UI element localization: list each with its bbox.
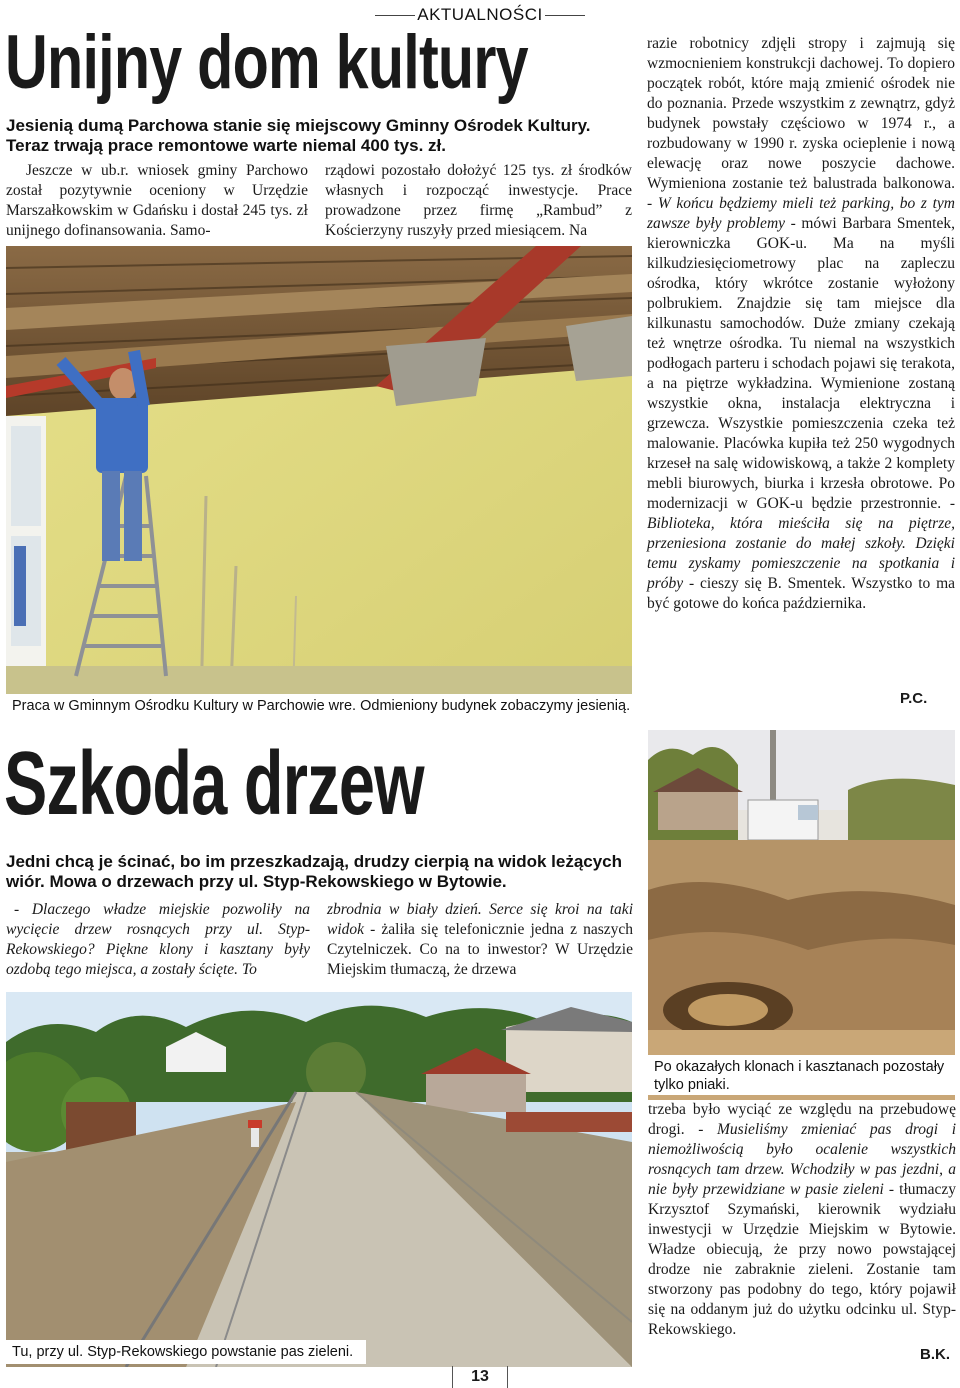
stumps-photo-image — [648, 730, 955, 1100]
article2-col3-quote: Musieliśmy zmieniać pas drogi i niemożliwością było ocalenie wszystkich rosnących tam drzew. Wchodziły w pas jezdni, a nie były przewidziane w pasie zieleni — [648, 1121, 957, 1198]
article1-lead: Jesienią dumą Parchowa stanie się miejscowy Gminny Ośrodek Kultury. Teraz trwają prace remontowe warte niemal 400 tys. zł. — [6, 116, 591, 155]
article1-col3-part-c: - mówi Barbara Smentek, kierowniczka GOK-u. Ma na myśli kilkudziesięciometrowy plac na zapleczu ośrodka, który wkrótce zostanie wyłożony polbrukiem. Znajdzie się tam miejsce dla kilkunastu samochodów. Duże zmiany czekają też wnętrze ośrodka. Tu niemal na wszystkich podłogach parteru i schodach pojawi się terakota, a na piętrze wykładzina. Wymienione zostaną wszystkie okna, instalacja elektryczna i grzewcza. Wszystkie pomieszczenia czeka też malowanie. Placówka kupiła też 250 wygodnych krzeseł na salę widowiskową, a także 2 komplety mebli biurowych, biurka i krzesła obrotowe. Po modernizacji w GOK-u będzie przestronnie. - — [647, 215, 955, 512]
article2-col2-quote: zbrodnia w biały dzień. Serce się kroi na taki widok — [327, 901, 633, 938]
article2-photo2-caption: Tu, przy ul. Styp-Rekowskiego powstanie pas zieleni. — [12, 1344, 354, 1360]
article2-col3 — [648, 1100, 956, 1340]
street-photo-image — [6, 992, 632, 1367]
stumps-photo — [648, 730, 955, 1100]
article1-col2-text: rządowi pozostało dołożyć 125 tys. zł środków własnych i rozpocząć inwestycje. Prace prowadzone przez firmę „Rambud” z Kościerzyny ruszyły przed miesiącem. Na — [325, 162, 632, 239]
article1-col3-quote1: W końcu będziemy mieli też parking, bo z tym zawsze były problemy — [647, 195, 955, 232]
article1-photo-caption-box — [6, 694, 632, 718]
section-label: AKTUALNOŚCI — [417, 5, 543, 24]
article2-col3-part-c: - tłumaczy Krzysztof Szymański, kierownik wydziału inwestycji w Urzędzie Miejskim w Bytowie. Władze obiecują, że przy nowo powstającej drodze nie zabraknie zieleni. Zostanie tam stworzony pas podobny do tego, który pojawił się na oddanym już do użytku odcinku ul. Styp-Rekowskiego. — [648, 1181, 956, 1338]
article1-col3-text — [647, 34, 955, 614]
article2-signature: B.K. — [920, 1346, 950, 1363]
article1-col3 — [647, 34, 955, 614]
article2-col1 — [6, 900, 310, 980]
section-rule-right — [545, 15, 585, 16]
renovation-photo — [6, 246, 632, 716]
article2-photo1-caption: Po okazałych klonach i kasztanach pozostały tylko pniaki. — [654, 1059, 945, 1093]
article2-col3-part-a: trzeba było wyciąć ze względu na przebudowę drogi. - — [648, 1101, 956, 1138]
article1-photo-caption: Praca w Gminnym Ośrodku Kultury w Parchowie wre. Odmieniony budynek zobaczymy jesienią. — [12, 698, 631, 714]
article1-col2 — [325, 161, 632, 241]
article1-col1-text: Jeszcze w ub.r. wniosek gminy Parchowo został pozytywnie oceniony w Urzędzie Marszałkowskim w Gdańsku i dostał 245 tys. zł unijnego dofinansowania. Samo- — [6, 162, 308, 239]
street-photo — [6, 992, 632, 1367]
article2-col1-text: - Dlaczego władze miejskie pozwoliły na wycięcie drzew rosnących przy ul. Styp-Rekowskiego? Piękne klony i kasztany były ozdobą tego miejsca, a zostały ścięte. To — [6, 901, 310, 978]
section-rule-left — [375, 15, 415, 16]
article2-photo2-caption-box — [6, 1340, 366, 1364]
article1-signature: P.C. — [900, 690, 928, 707]
renovation-photo-image — [6, 246, 632, 716]
article1-col3-part-a: razie robotnicy zdjęli stropy i zajmują się wzmocnieniem konstrukcji dachowej. To dopiero początek robót, które mają zmienić ośrodek nie do poznania. Przede wszystkim z zewnątrz, gdyż budynek powstały częściowo w 1974 r., a rozbudowany w 1990 r. zyska ocieplenie i nową elewację oraz nowe poszycie dachowe. Wymieniona zostanie też balustrada balkonowa. - — [647, 35, 955, 212]
article2-lead: Jedni chcą je ścinać, bo im przeszkadzają, drudzy cierpią na widok leżących wiór. Mowa o drzewach przy ul. Styp-Rekowskiego w Bytowie. — [6, 852, 623, 891]
article2-col2-text — [327, 900, 633, 980]
page-number: 13 — [452, 1366, 508, 1388]
article2-title: Szkoda drzew — [4, 734, 424, 834]
article1-col1 — [6, 161, 308, 241]
article1-title: Unijny dom kultury — [5, 20, 528, 105]
article1-col3-part-e: - cieszy się B. Smentek. Wszystko to ma być gotowe do końca października. — [647, 575, 956, 612]
article2-col3-text — [648, 1100, 956, 1340]
article1-col3-quote2: Biblioteka, która mieściła się na piętrze, przeniesiona zostanie do małej szkoły. Dzięki temu zyskamy pomieszczenie na spotkania i próby — [647, 515, 955, 592]
article2-col2 — [327, 900, 633, 980]
article2-col2-rest: - żaliła się telefonicznie jedna z naszych Czytelniczek. Co na to inwestor? W Urzędzie Miejskim tłumaczą, że drzewa — [327, 921, 634, 978]
article2-photo1-caption-box — [648, 1055, 955, 1095]
